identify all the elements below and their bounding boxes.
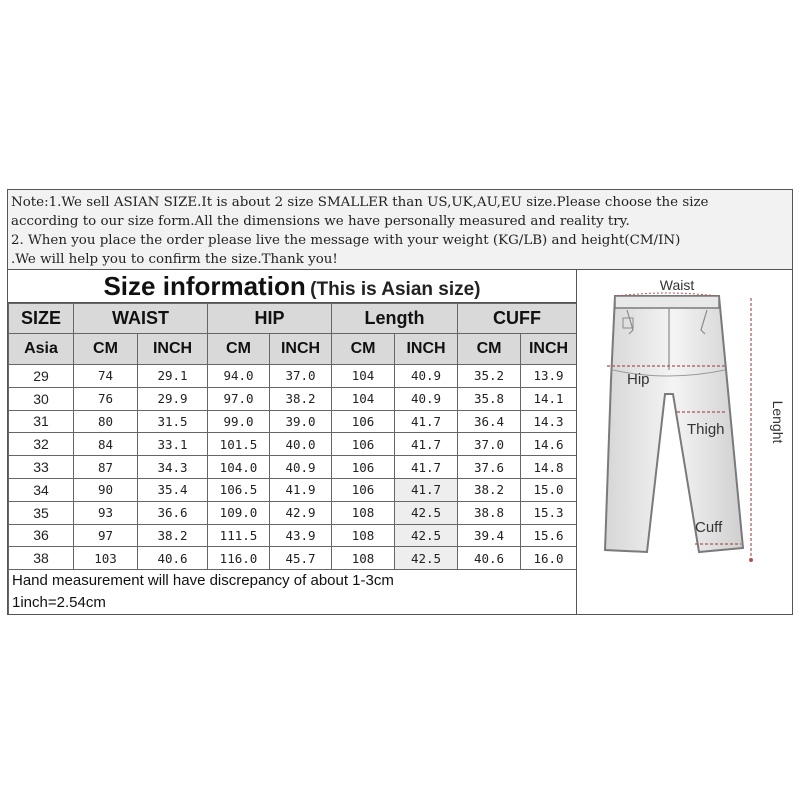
title-sub: (This is Asian size) bbox=[310, 279, 481, 300]
size-table bbox=[8, 303, 577, 614]
subheader-waist-inch: INCH bbox=[138, 334, 208, 365]
subheader-cuff-cm: CM bbox=[458, 334, 521, 365]
value-cell: 38.8 bbox=[458, 501, 521, 524]
header-waist: WAIST bbox=[74, 304, 208, 334]
subheader-length-cm: CM bbox=[332, 334, 395, 365]
value-cell: 106 bbox=[332, 433, 395, 456]
subheader-cuff-inch: INCH bbox=[521, 334, 577, 365]
title-main: Size information bbox=[103, 271, 306, 301]
value-cell: 39.4 bbox=[458, 524, 521, 547]
value-cell: 14.3 bbox=[521, 410, 577, 433]
size-cell: 36 bbox=[9, 524, 74, 547]
value-cell: 38.2 bbox=[270, 387, 332, 410]
header-hip: HIP bbox=[208, 304, 332, 334]
size-rows bbox=[9, 365, 577, 570]
value-cell: 37.0 bbox=[458, 433, 521, 456]
value-cell: 33.1 bbox=[138, 433, 208, 456]
subheader-length-inch: INCH bbox=[395, 334, 458, 365]
value-cell: 45.7 bbox=[270, 547, 332, 570]
table-row bbox=[9, 524, 577, 547]
pants-diagram bbox=[577, 270, 791, 614]
header-size: SIZE bbox=[9, 304, 74, 334]
value-cell: 38.2 bbox=[458, 478, 521, 501]
value-cell: 103 bbox=[74, 547, 138, 570]
value-cell: 87 bbox=[74, 456, 138, 479]
value-cell: 108 bbox=[332, 524, 395, 547]
value-cell: 99.0 bbox=[208, 410, 270, 433]
footer-line-1: Hand measurement will have discrepancy of about 1-3cm bbox=[12, 572, 394, 590]
note-line-2: according to our size form.All the dimensions we have personally measured and reality try. bbox=[11, 214, 630, 229]
value-cell: 29.1 bbox=[138, 365, 208, 388]
table-row bbox=[9, 547, 577, 570]
hip-label: Hip bbox=[627, 371, 650, 388]
value-cell: 104 bbox=[332, 387, 395, 410]
table-row bbox=[9, 365, 577, 388]
value-cell: 37.6 bbox=[458, 456, 521, 479]
table-row bbox=[9, 456, 577, 479]
size-cell: 34 bbox=[9, 478, 74, 501]
value-cell: 15.6 bbox=[521, 524, 577, 547]
value-cell: 38.2 bbox=[138, 524, 208, 547]
value-cell: 37.0 bbox=[270, 365, 332, 388]
value-cell: 104 bbox=[332, 365, 395, 388]
thigh-label: Thigh bbox=[687, 421, 725, 438]
value-cell: 14.1 bbox=[521, 387, 577, 410]
value-cell: 15.3 bbox=[521, 501, 577, 524]
value-cell: 42.5 bbox=[395, 501, 458, 524]
value-cell: 94.0 bbox=[208, 365, 270, 388]
value-cell: 42.9 bbox=[270, 501, 332, 524]
subheader-asia: Asia bbox=[9, 334, 74, 365]
value-cell: 109.0 bbox=[208, 501, 270, 524]
value-cell: 42.5 bbox=[395, 547, 458, 570]
table-row bbox=[9, 387, 577, 410]
size-cell: 29 bbox=[9, 365, 74, 388]
subheader-waist-cm: CM bbox=[74, 334, 138, 365]
value-cell: 40.9 bbox=[270, 456, 332, 479]
value-cell: 97.0 bbox=[208, 387, 270, 410]
size-table-panel bbox=[8, 270, 576, 614]
size-cell: 31 bbox=[9, 410, 74, 433]
value-cell: 14.8 bbox=[521, 456, 577, 479]
table-title bbox=[8, 270, 576, 303]
size-chart bbox=[7, 189, 793, 615]
value-cell: 34.3 bbox=[138, 456, 208, 479]
footer-row bbox=[9, 570, 577, 615]
footer-cell bbox=[9, 570, 577, 615]
value-cell: 35.2 bbox=[458, 365, 521, 388]
value-cell: 40.0 bbox=[270, 433, 332, 456]
subheader-hip-inch: INCH bbox=[270, 334, 332, 365]
value-cell: 15.0 bbox=[521, 478, 577, 501]
header-cuff: CUFF bbox=[458, 304, 577, 334]
group-header-row bbox=[9, 304, 577, 334]
footer-line-2: 1inch=2.54cm bbox=[12, 594, 106, 612]
value-cell: 43.9 bbox=[270, 524, 332, 547]
table-row bbox=[9, 478, 577, 501]
value-cell: 42.5 bbox=[395, 524, 458, 547]
value-cell: 106 bbox=[332, 410, 395, 433]
value-cell: 36.4 bbox=[458, 410, 521, 433]
value-cell: 93 bbox=[74, 501, 138, 524]
table-row bbox=[9, 501, 577, 524]
value-cell: 40.6 bbox=[458, 547, 521, 570]
cuff-label: Cuff bbox=[695, 519, 723, 536]
value-cell: 74 bbox=[74, 365, 138, 388]
note-line-3: 2. When you place the order please live the message with your weight (KG/LB) and height(CM/IN) bbox=[11, 233, 681, 248]
value-cell: 104.0 bbox=[208, 456, 270, 479]
size-cell: 33 bbox=[9, 456, 74, 479]
table-row bbox=[9, 410, 577, 433]
value-cell: 41.7 bbox=[395, 478, 458, 501]
value-cell: 16.0 bbox=[521, 547, 577, 570]
value-cell: 84 bbox=[74, 433, 138, 456]
size-note bbox=[8, 190, 792, 270]
size-cell: 30 bbox=[9, 387, 74, 410]
value-cell: 41.9 bbox=[270, 478, 332, 501]
value-cell: 101.5 bbox=[208, 433, 270, 456]
length-label: Lenght bbox=[770, 400, 786, 444]
size-cell: 38 bbox=[9, 547, 74, 570]
value-cell: 41.7 bbox=[395, 410, 458, 433]
pants-diagram-panel bbox=[576, 270, 792, 614]
size-cell: 32 bbox=[9, 433, 74, 456]
value-cell: 76 bbox=[74, 387, 138, 410]
value-cell: 97 bbox=[74, 524, 138, 547]
value-cell: 35.4 bbox=[138, 478, 208, 501]
waist-label: Waist bbox=[659, 277, 695, 293]
value-cell: 108 bbox=[332, 547, 395, 570]
value-cell: 40.9 bbox=[395, 387, 458, 410]
value-cell: 111.5 bbox=[208, 524, 270, 547]
value-cell: 80 bbox=[74, 410, 138, 433]
value-cell: 39.0 bbox=[270, 410, 332, 433]
value-cell: 90 bbox=[74, 478, 138, 501]
value-cell: 108 bbox=[332, 501, 395, 524]
value-cell: 106.5 bbox=[208, 478, 270, 501]
header-length: Length bbox=[332, 304, 458, 334]
value-cell: 14.6 bbox=[521, 433, 577, 456]
value-cell: 13.9 bbox=[521, 365, 577, 388]
size-cell: 35 bbox=[9, 501, 74, 524]
note-line-1: Note:1.We sell ASIAN SIZE.It is about 2 size SMALLER than US,UK,AU,EU size.Please choose the size bbox=[11, 195, 709, 210]
value-cell: 40.9 bbox=[395, 365, 458, 388]
value-cell: 29.9 bbox=[138, 387, 208, 410]
subheader-hip-cm: CM bbox=[208, 334, 270, 365]
value-cell: 106 bbox=[332, 478, 395, 501]
value-cell: 41.7 bbox=[395, 433, 458, 456]
value-cell: 31.5 bbox=[138, 410, 208, 433]
value-cell: 35.8 bbox=[458, 387, 521, 410]
unit-header-row bbox=[9, 334, 577, 365]
value-cell: 116.0 bbox=[208, 547, 270, 570]
value-cell: 106 bbox=[332, 456, 395, 479]
value-cell: 40.6 bbox=[138, 547, 208, 570]
table-row bbox=[9, 433, 577, 456]
note-line-4: .We will help you to confirm the size.Thank you! bbox=[11, 252, 338, 267]
value-cell: 36.6 bbox=[138, 501, 208, 524]
value-cell: 41.7 bbox=[395, 456, 458, 479]
